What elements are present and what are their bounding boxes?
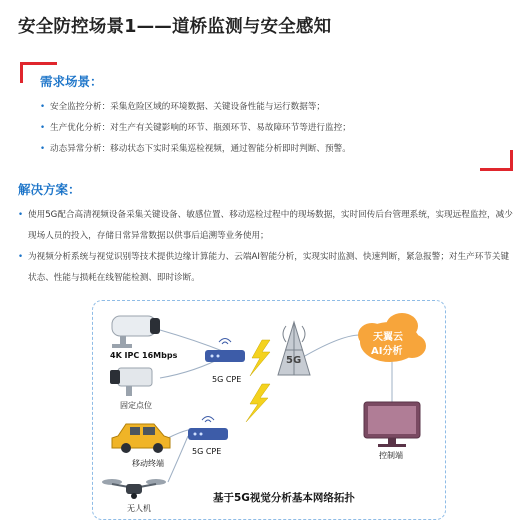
fixed-point-label: 固定点位 [120,401,152,410]
list-item: • 生产优化分析：对生产有关键影响的环节、瓶颈环节、易故障环节等进行监控； [40,121,351,142]
lightning-icon [246,340,270,422]
5g-tower-icon [278,322,310,375]
cloud-label-line2: AI分析 [371,346,403,357]
drone-icon [102,479,166,499]
cloud-label-line1: 天翼云 [373,332,403,343]
mobile-terminal-label: 移动终端 [132,459,164,468]
camera-label: 4K IPC 16Mbps [110,351,178,360]
cpe-router-icon [205,339,245,363]
bullet-camera-icon [112,316,160,348]
monitor-icon [364,402,420,447]
control-label: 控制端 [379,451,403,460]
cpe-bottom-label: 5G CPE [192,447,222,456]
cpe-top-label: 5G CPE [212,375,242,384]
tower-label: 5G [286,355,302,366]
need-heading: 需求场景： [40,74,103,89]
cpe-router-icon [188,417,228,441]
drone-label: 无人机 [127,504,151,513]
list-item: • 安全监控分析：采集危险区域的环境数据、关键设备性能与运行数据等； [40,100,351,121]
solution-heading: 解决方案： [18,182,81,197]
list-item: • 动态异常分析：移动状态下实时采集巡检视频，通过智能分析即时判断、预警。 [40,142,351,163]
page-title: 安全防控场景1——道桥监测与安全感知 [18,17,332,37]
car-icon [112,424,170,453]
list-item: • 为视频分析系统与视觉识别等技术提供边缘计算能力、云端AI智能分析，实现实时监测、快速判断，紧急报警；对生产环节关键状态、性能与损耗在线智能检测、即时诊断。 [18,247,514,289]
diagram-caption: 基于5G视觉分析基本网络拓扑 [213,492,355,504]
list-item: • 使用5G配合高清视频设备采集关键设备、敏感位置、移动巡检过程中的现场数据，实时回传后台管理系统，实现远程监控，减少现场人员的投入，存储日常异常数据以供事后追溯等业务使用； [18,205,514,247]
connection-lines [160,330,392,482]
box-camera-icon [110,368,152,396]
